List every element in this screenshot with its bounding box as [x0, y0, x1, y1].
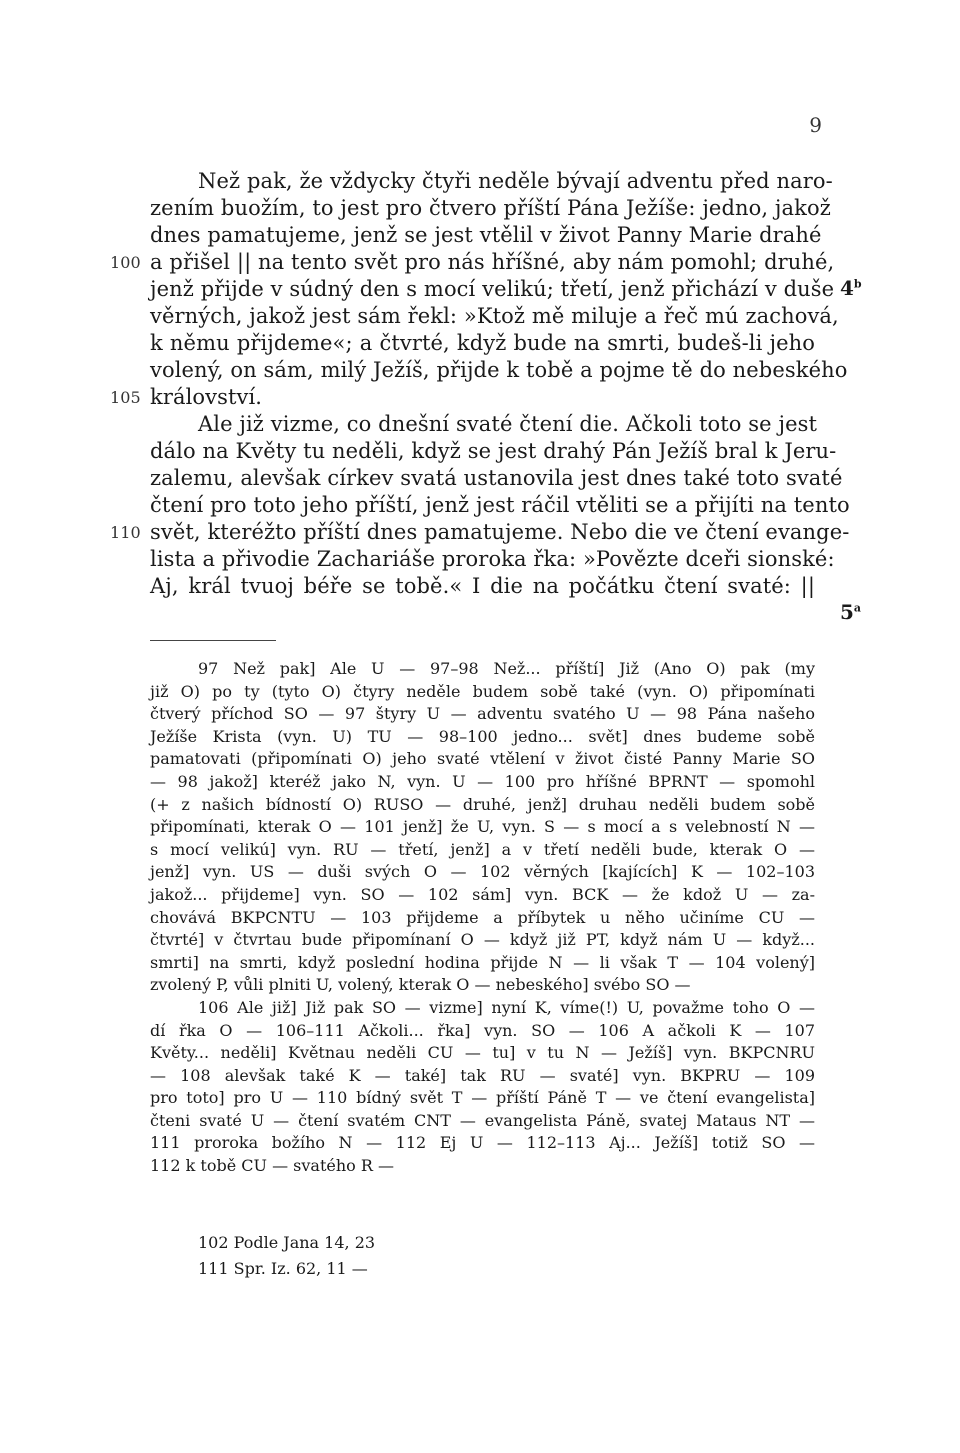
apparatus-line: pamatovati (připomínati O) jeho svaté vtělení v život čisté Panny Marie SO — [150, 749, 815, 769]
apparatus-line: připomínati, kterak O — 101 jenž] že U, vyn. S — s mocí a s velebností N — — [150, 817, 815, 837]
apparatus-line: chovává BKPCNTU — 103 přijdeme a příbytek u něho učiníme CU — — [150, 907, 815, 927]
line-number: 100 — [110, 253, 141, 272]
apparatus-line: 111 proroka božího N — 112 Ej U — 112–113 Aj... Ježíš] totiž SO — — [150, 1133, 815, 1153]
apparatus-line: Květy... neděli] Květnau neděli CU — tu] v tu N — Ježíš] vyn. BKPCNRU — [150, 1043, 815, 1063]
apparatus-line: 97 Než pak] Ale U — 97–98 Než... příští] Již (Ano O) pak (my — [198, 659, 815, 678]
apparatus-line: smrti] na smrti, když poslední hodina přijde N — li však T — 104 volený] — [150, 952, 815, 972]
apparatus-line: (+ z našich bídností O) RUSO — druhé, jenž] druhau neděli budem sobě — [150, 794, 815, 814]
main-text-line: k němu přijdeme«; a čtvrté, když bude na smrti, budeš-li jeho — [150, 331, 815, 355]
main-text-line-content: svět, kteréžto příští dnes pamatujeme. Nebo die ve čtení evange- — [150, 520, 850, 544]
apparatus-line: 106 Ale již] Již pak SO — vizme] nyní K, víme(!) U, považme toho O — — [198, 997, 815, 1017]
main-text-line: čtení pro toto jeho příští, jenž jest ráčil vtěliti se a přijíti na tento — [150, 493, 850, 517]
main-text-line-110 — [110, 519, 850, 546]
main-text-line: volený, on sám, milý Ježíš, přijde k tobě a pojme tě do nebeského — [150, 358, 848, 382]
apparatus-line: čteni svaté U — čtení svatém CNT — evangelista Páně, svatej Mataus NT — — [150, 1110, 815, 1130]
reference-line: 111 Spr. Iz. 62, 11 — — [198, 1259, 368, 1278]
main-text-line: Ale již vizme, co dnešní svaté čtení die. Ačkoli toto se jest — [198, 412, 818, 436]
main-text-line-content: království. — [150, 385, 263, 409]
apparatus-line: s mocí velikú] vyn. RU — třetí, jenž] a v třetí neděli bude, kterak O — — [150, 839, 815, 859]
main-text-line: lista a přivodie Zachariáše proroka řka: »Povězte dceři sionské: — [150, 547, 835, 571]
apparatus-line: — 98 jakož] kteréž jako N, vyn. U — 100 pro hříšné BPRNT — spomohl — [150, 771, 815, 791]
line-number: 105 — [110, 388, 141, 407]
folio-side: a — [853, 601, 862, 615]
main-text-line: zalemu, alevšak církev svatá ustanovila jest dnes také toto svaté — [150, 466, 843, 490]
apparatus-line: 112 k tobě CU — svatého R — — [150, 1156, 395, 1176]
main-text-line-105 — [110, 384, 815, 411]
apparatus-line: jenž] vyn. US — duši svých O — 102 věrných [kajících] K — 102–103 — [150, 862, 815, 882]
main-text-line-content: a přišel || na tento svět pro nás hříšné, aby nám pomohl; druhé, — [150, 250, 835, 274]
page-number: 9 — [809, 113, 822, 137]
main-text-line: dnes pamatujeme, jenž se jest vtělil v život Panny Marie drahé — [150, 223, 822, 247]
footnote-divider — [150, 640, 276, 641]
apparatus-line: dí řka O — 106–111 Ačkoli... řka] vyn. SO — 106 A ačkoli K — 107 — [150, 1020, 815, 1040]
reference-line: 102 Podle Jana 14, 23 — [198, 1233, 376, 1252]
main-text-line: jenž přijde v súdný den s mocí velikú; třetí, jenž přichází v duše — [150, 277, 835, 301]
folio-number: 4 — [840, 276, 854, 300]
apparatus-line: čtvrté] v čtvrtau bude připomínaní O — když již PT, když nám U — když... — [150, 930, 815, 950]
folio-marker-top — [840, 276, 862, 300]
main-text — [110, 168, 862, 624]
main-text-line-100 — [110, 249, 835, 276]
folio-number: 5 — [840, 600, 854, 624]
line-number: 110 — [110, 523, 141, 542]
apparatus-line: Ježíše Krista (vyn. U) TU — 98–100 jedno... svět] dnes budeme sobě — [150, 726, 815, 746]
main-text-line: Aj, král tvuoj béře se tobě.« I die na počátku čtení svaté: || — [150, 574, 815, 598]
main-text-line: zením buožím, to jest pro čtvero příští Pána Ježíše: jedno, jakož — [150, 196, 831, 220]
apparatus-line: zvolený P, vůli plniti U, volený, kterak O — nebeského] svébo SO — — [150, 975, 691, 995]
biblical-references — [150, 1230, 815, 1282]
critical-apparatus — [150, 658, 815, 1178]
apparatus-line: čtverý příchod SO — 97 štyry U — adventu svatého U — 98 Pána našeho — [150, 704, 815, 724]
folio-side: b — [853, 277, 862, 291]
apparatus-line: pro toto] pro U — 110 bídný svět T — příští Páně T — ve čtení evangelista] — [150, 1088, 815, 1108]
apparatus-line: — 108 alevšak také K — také] tak RU — svaté] vyn. BKPRU — 109 — [150, 1065, 815, 1085]
main-text-line: Než pak, že vždycky čtyři neděle bývají adventu před naro- — [198, 169, 833, 193]
main-text-line: dálo na Květy tu neděli, když se jest drahý Pán Ježíš bral k Jeru- — [150, 439, 837, 463]
apparatus-line: jakož... přijdeme] vyn. SO — 102 sám] vyn. BCK — že kdož U — za- — [150, 884, 815, 904]
apparatus-line: již O) po ty (tyto O) čtyry neděle budem sobě také (vyn. O) připomínati — [150, 681, 815, 701]
main-text-line: věrných, jakož jest sám řekl: »Ktož mě miluje a řeč mú zachová, — [150, 304, 839, 328]
folio-marker-bottom — [840, 600, 861, 624]
